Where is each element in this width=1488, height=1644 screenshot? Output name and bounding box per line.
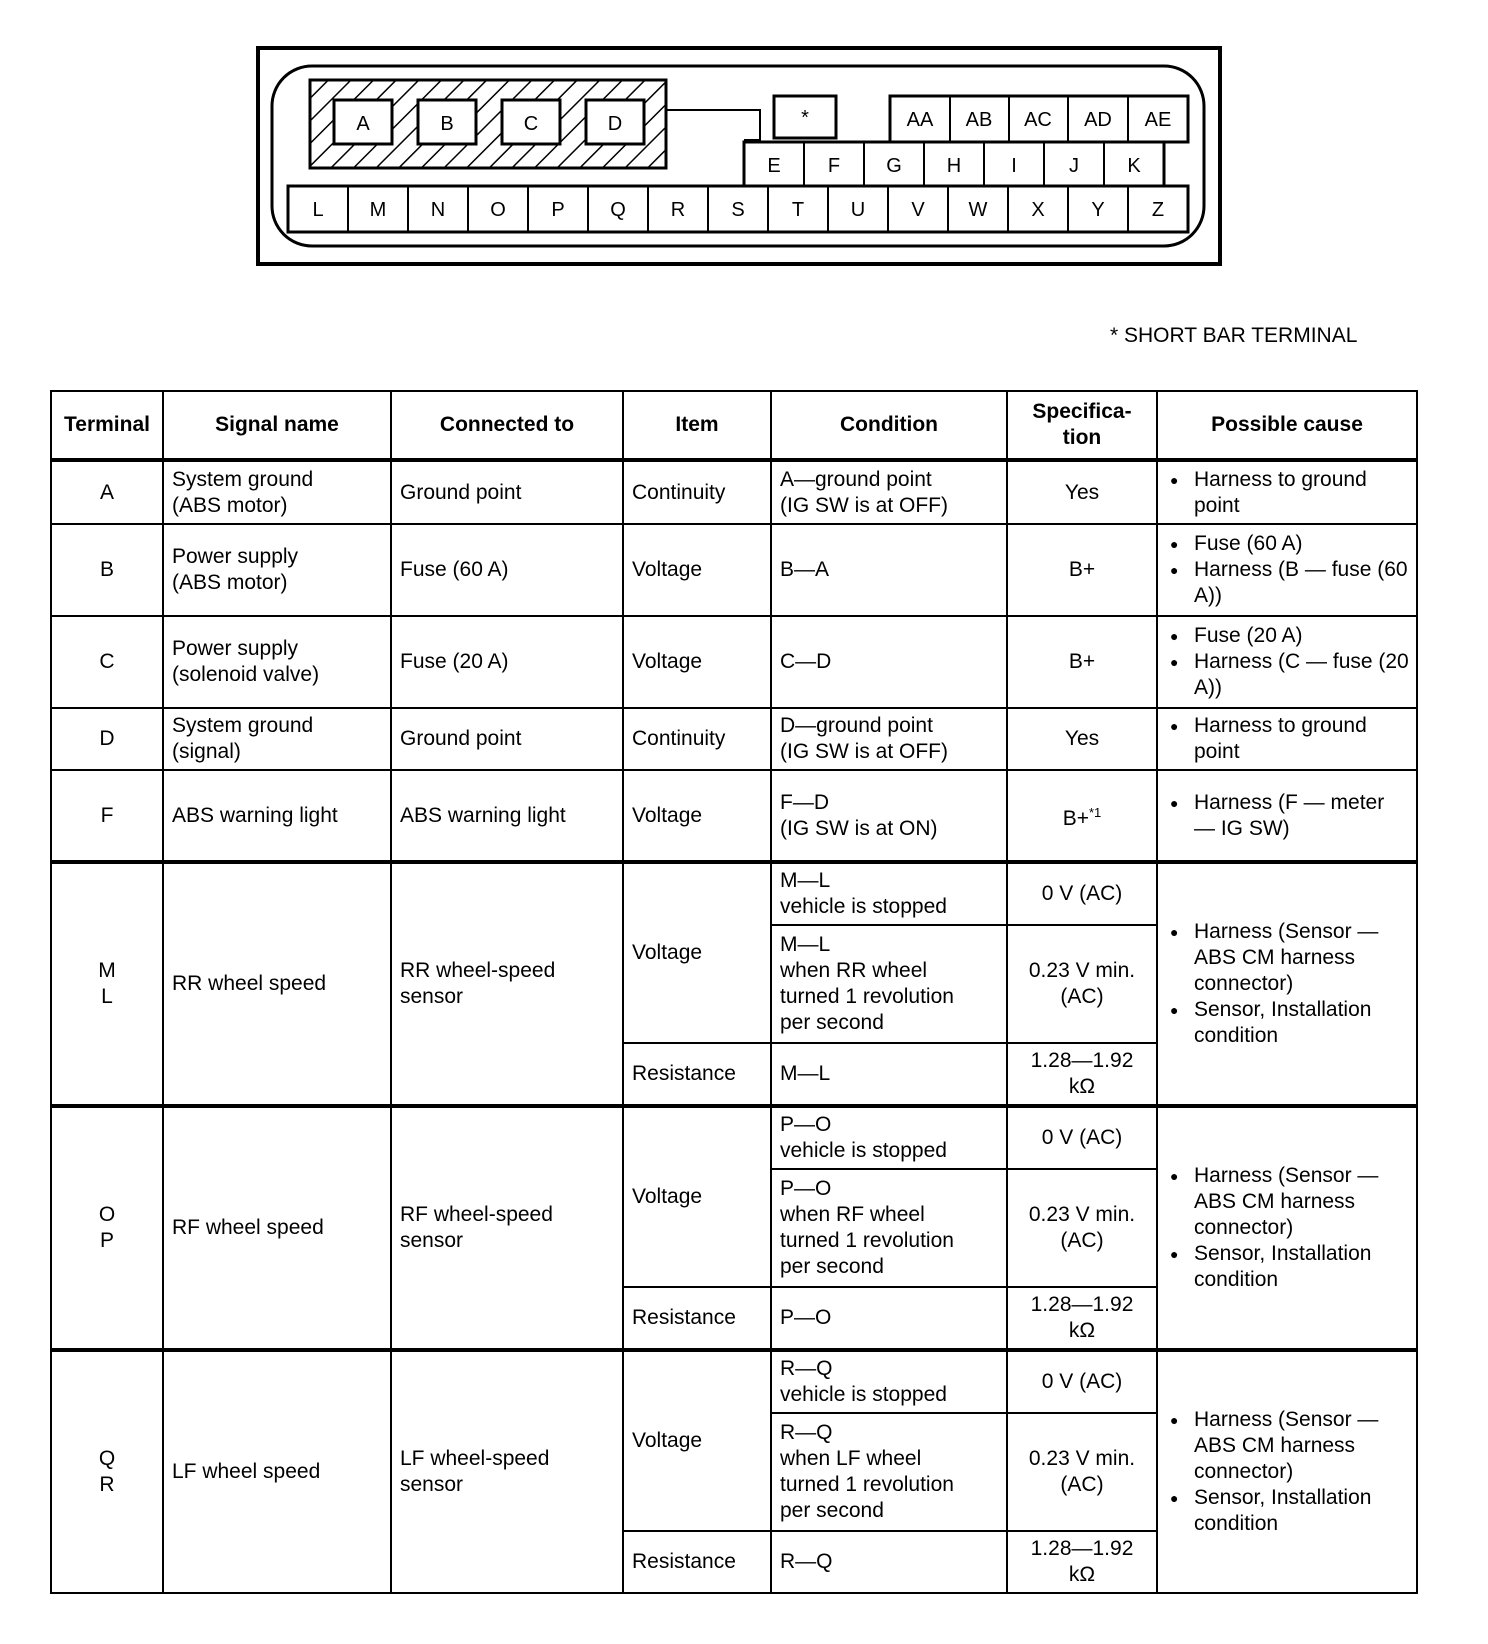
condition-cell: D—ground point (IG SW is at OFF) [771,708,1007,770]
pin-h: H [946,155,962,177]
condition-cell: R—Q [771,1531,1007,1593]
pin-ad: AD [1084,109,1112,131]
spec-cell: 1.28—1.92 kΩ [1007,1287,1157,1350]
item-cell: Resistance [623,1287,771,1350]
condition-cell: R—Q vehicle is stopped [771,1350,1007,1413]
connected-cell: LF wheel-speed sensor [391,1350,623,1593]
spec-cell: 0 V (AC) [1007,1106,1157,1169]
pin-y: Y [1091,199,1105,221]
spec-cell: 1.28—1.92 kΩ [1007,1043,1157,1106]
table-row [51,708,1417,770]
item-cell: Continuity [623,460,771,524]
table-row [51,1350,1417,1413]
pin-g: G [886,155,902,177]
pin-ab: AB [965,109,993,131]
pin-r: R [670,199,686,221]
pin-x: X [1031,199,1045,221]
table-row [51,1106,1417,1169]
spec-cell: 0.23 V min. (AC) [1007,1413,1157,1531]
pin-d: D [607,113,623,135]
signal-cell: ABS warning light [163,770,391,862]
cause-cell: ● Harness (F — meter — IG SW) [1157,770,1417,862]
signal-cell: System ground (ABS motor) [163,460,391,524]
signal-cell: System ground (signal) [163,708,391,770]
condition-cell: P—O when RF wheel turned 1 revolution per second [771,1169,1007,1287]
connected-cell: RF wheel-speed sensor [391,1106,623,1350]
pin-o: O [490,199,506,221]
item-cell: Voltage [623,1106,771,1287]
condition-cell: F—D (IG SW is at ON) [771,770,1007,862]
terminal-cell: O P [51,1106,163,1350]
pin-c: C [523,113,539,135]
spec-cell: Yes [1007,460,1157,524]
item-cell: Resistance [623,1531,771,1593]
spec-cell: B+$^{*1}$ [1007,770,1157,862]
spec-footnote-mark: *1 [1088,804,1102,820]
table-row [51,862,1417,925]
spec-cell: 0.23 V min. (AC) [1007,925,1157,1043]
terminal-cell: F [51,770,163,862]
cause-cell: ● Harness (Sensor — ABS CM harness connector) ● Sensor, Installation condition [1157,862,1417,1106]
pin-u: U [850,199,866,221]
short-bar-footnote: * SHORT BAR TERMINAL [1110,324,1358,347]
spec-cell: B+ [1007,524,1157,616]
pin-i: I [1011,155,1017,177]
pin-m: M [369,199,387,221]
connected-cell: Ground point [391,460,623,524]
row3-pins [288,186,1188,232]
pin-j: J [1069,155,1079,177]
row1-right-pins [890,96,1188,142]
condition-cell: M—L [771,1043,1007,1106]
pin-f: F [827,155,841,177]
item-cell: Voltage [623,862,771,1043]
pin-s: S [731,199,745,221]
signal-cell: LF wheel speed [163,1350,391,1593]
item-cell: Voltage [623,524,771,616]
connector-step-line [666,110,760,140]
terminal-cell: B [51,524,163,616]
table-row [51,460,1417,524]
signal-cell: Power supply (solenoid valve) [163,616,391,708]
header-item: Item [623,391,771,460]
condition-cell: M—L vehicle is stopped [771,862,1007,925]
condition-cell: R—Q when LF wheel turned 1 revolution per second [771,1413,1007,1531]
connector-diagram [0,0,1488,300]
pin-a: A [356,113,370,135]
terminal-cell: D [51,708,163,770]
condition-cell: C—D [771,616,1007,708]
connected-cell: Ground point [391,708,623,770]
pin-t: T [791,199,805,221]
pin-b: B [440,113,454,135]
short-bar-terminal: * [801,107,809,129]
pin-e: E [767,155,781,177]
cause-cell: ● Fuse (60 A) ● Harness (B — fuse (60 A)) [1157,524,1417,616]
condition-cell: A—ground point (IG SW is at OFF) [771,460,1007,524]
condition-cell: M—L when RR wheel turned 1 revolution per second [771,925,1007,1043]
header-condition: Condition [771,391,1007,460]
terminal-cell: A [51,460,163,524]
header-signal-name: Signal name [163,391,391,460]
signal-cell: RR wheel speed [163,862,391,1106]
spec-cell: Yes [1007,708,1157,770]
condition-cell: P—O [771,1287,1007,1350]
row2-pins [744,142,1164,186]
pin-l: L [312,199,324,221]
header-specification: Specifica- tion [1007,391,1157,460]
connected-cell: Fuse (60 A) [391,524,623,616]
header-row [51,391,1417,460]
item-cell: Voltage [623,770,771,862]
connected-cell: ABS warning light [391,770,623,862]
table-row [51,524,1417,616]
connected-cell: RR wheel-speed sensor [391,862,623,1106]
pin-p: P [551,199,565,221]
spec-cell: 0.23 V min. (AC) [1007,1169,1157,1287]
spec-cell: B+ [1007,616,1157,708]
terminal-cell: Q R [51,1350,163,1593]
pin-v: V [911,199,925,221]
condition-cell: B—A [771,524,1007,616]
pin-z: Z [1151,199,1165,221]
table-row [51,770,1417,862]
header-connected-to: Connected to [391,391,623,460]
pin-ae: AE [1144,109,1172,131]
header-possible-cause: Possible cause [1157,391,1417,460]
header-terminal: Terminal [51,391,163,460]
cause-cell: ● Harness to ground point [1157,708,1417,770]
signal-cell: Power supply (ABS motor) [163,524,391,616]
terminal-cell: C [51,616,163,708]
cause-cell: ● Harness to ground point [1157,460,1417,524]
condition-cell: P—O vehicle is stopped [771,1106,1007,1169]
item-cell: Voltage [623,616,771,708]
item-cell: Continuity [623,708,771,770]
pin-w: W [968,199,988,221]
signal-cell: RF wheel speed [163,1106,391,1350]
cause-cell: ● Harness (Sensor — ABS CM harness connector) ● Sensor, Installation condition [1157,1106,1417,1350]
pin-q: Q [610,199,626,221]
cause-cell: ● Harness (Sensor — ABS CM harness connector) ● Sensor, Installation condition [1157,1350,1417,1593]
spec-cell: 1.28—1.92 kΩ [1007,1531,1157,1593]
terminal-spec-table [50,390,1418,1594]
cause-cell: ● Fuse (20 A) ● Harness (C — fuse (20 A)) [1157,616,1417,708]
pin-ac: AC [1024,109,1052,131]
item-cell: Resistance [623,1043,771,1106]
item-cell: Voltage [623,1350,771,1531]
pin-n: N [430,199,446,221]
terminal-cell: M L [51,862,163,1106]
table-row [51,616,1417,708]
pin-k: K [1127,155,1141,177]
spec-cell: 0 V (AC) [1007,862,1157,925]
pin-aa: AA [906,109,934,131]
connected-cell: Fuse (20 A) [391,616,623,708]
spec-cell: 0 V (AC) [1007,1350,1157,1413]
